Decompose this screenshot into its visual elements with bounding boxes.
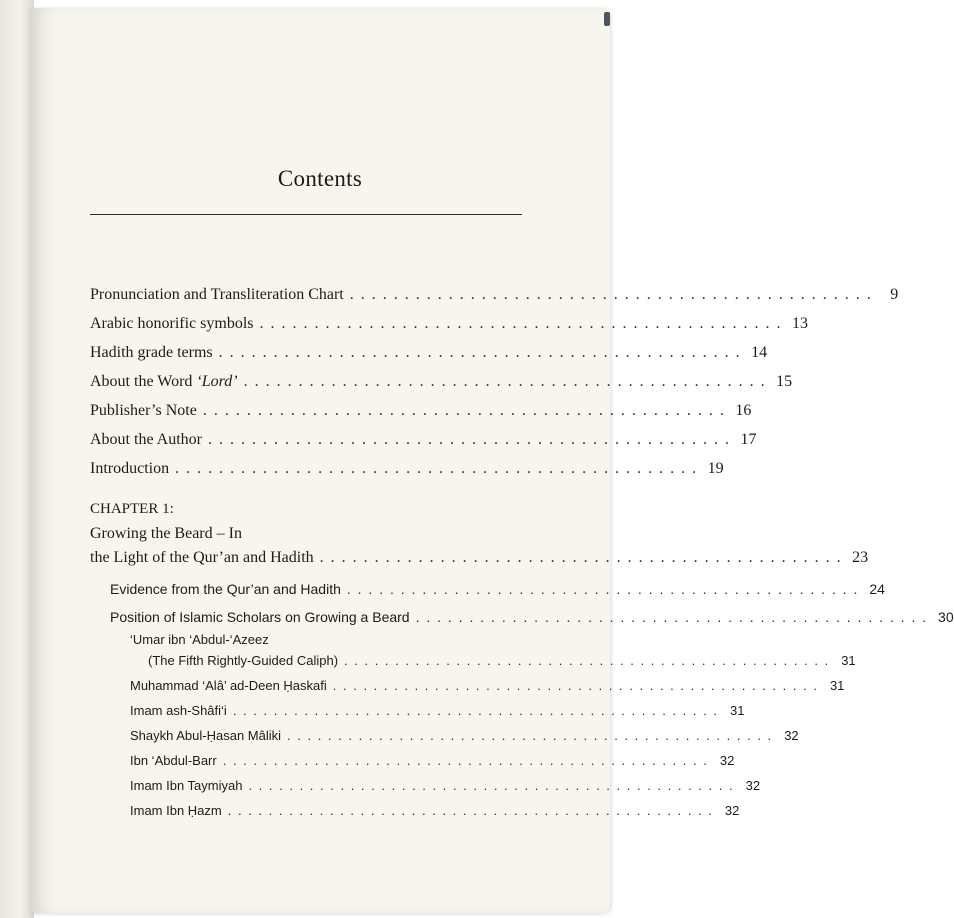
toc-entry <box>90 344 768 362</box>
toc-page-number: 9 <box>890 286 899 303</box>
toc-page-number: 15 <box>776 373 793 390</box>
toc-subsection <box>130 728 799 743</box>
toc-entry-label: Pronunciation and Transliteration Chart <box>90 286 344 303</box>
toc-entry-label-text: About the Word <box>90 373 197 390</box>
toc-page-number: 32 <box>784 728 799 743</box>
leader-dots: . . . . . . . . . . . . . . . . . . . . . . . . . . . . . . . . . . . . . . . . . . . . . . . . <box>332 678 819 693</box>
toc-subsection-label: Imam Ibn Taymiyah <box>130 778 243 793</box>
toc-entry <box>90 373 793 391</box>
toc-subsection <box>130 678 845 693</box>
toc-subsection-label: Shaykh Abul-Ḥasan Mâliki <box>130 728 282 743</box>
toc-entry-label <box>90 373 238 391</box>
toc-entry <box>90 460 724 478</box>
title-rule <box>90 214 522 215</box>
chapter-title-line2: the Light of the Qur’an and Hadith <box>90 549 314 566</box>
toc-page-number: 13 <box>792 315 809 332</box>
toc-page-number: 24 <box>869 581 885 597</box>
toc-page-number: 31 <box>729 703 745 718</box>
toc-section <box>110 609 954 625</box>
toc-subsection-label: Muhammad ‘Alâ’ ad-Deen Ḥaskafi <box>130 678 327 693</box>
toc-entry-label-quote: ‘ <box>196 373 202 390</box>
toc-section-label: Evidence from the Qur’an and Hadith <box>110 581 341 597</box>
toc-entry-label: Arabic honorific symbols <box>90 315 254 332</box>
toc-entry-chapter <box>90 549 869 567</box>
toc-subsection-first-line: ‘Umar ibn ‘Abdul-‘Azeez <box>130 632 269 647</box>
toc-page-number: 31 <box>841 653 856 668</box>
toc-entry <box>90 402 752 420</box>
leader-dots: . . . . . . . . . . . . . . . . . . . . . . . . . . . . . . . . . . . . . . . . . . . . . . . . <box>222 753 709 768</box>
page-title: Contents <box>277 166 363 191</box>
toc-entry-label: Hadith grade terms <box>90 344 213 361</box>
toc-subsection <box>148 653 856 668</box>
leader-dots: . . . . . . . . . . . . . . . . . . . . . . . . . . . . . . . . . . . . . . . . . . . . . . . . <box>259 315 783 332</box>
toc-page-number: 23 <box>852 549 869 566</box>
toc-entry <box>90 431 757 449</box>
toc-subsection <box>130 703 745 718</box>
toc-page-number: 17 <box>740 431 757 448</box>
chapter-title-line1: Growing the Beard – In <box>90 525 242 542</box>
toc-entry-label-emphasis: Lord <box>201 373 233 390</box>
toc-page-number: 16 <box>735 402 752 419</box>
toc-page-number: 32 <box>719 753 735 768</box>
leader-dots: . . . . . . . . . . . . . . . . . . . . . . . . . . . . . . . . . . . . . . . . . . . . . . . . <box>349 286 873 303</box>
leader-dots: . . . . . . . . . . . . . . . . . . . . . . . . . . . . . . . . . . . . . . . . . . . . . . . . <box>175 460 698 477</box>
toc-subsection-label: Ibn ‘Abdul-Barr <box>130 753 217 768</box>
leader-dots: . . . . . . . . . . . . . . . . . . . . . . . . . . . . . . . . . . . . . . . . . . . . . . . . <box>346 581 859 597</box>
toc-subsection-label: (The Fifth Rightly-Guided Caliph) <box>148 653 339 668</box>
toc-section <box>110 581 885 597</box>
toc-subsection <box>130 803 740 818</box>
toc-page-number: 19 <box>707 460 724 477</box>
toc-page-number: 30 <box>938 609 954 625</box>
toc-entry-label: About the Author <box>90 431 202 448</box>
leader-dots: . . . . . . . . . . . . . . . . . . . . . . . . . . . . . . . . . . . . . . . . . . . . . . . . <box>248 778 735 793</box>
toc-subsection-label: Imam ash-Shâfi‘i <box>130 703 227 718</box>
toc-page-number: 32 <box>724 803 740 818</box>
toc-entry <box>90 315 809 333</box>
leader-dots: . . . . . . . . . . . . . . . . . . . . . . . . . . . . . . . . . . . . . . . . . . . . . . . . <box>287 728 773 743</box>
toc-page-number: 32 <box>745 778 761 793</box>
toc-section-label: Position of Islamic Scholars on Growing a Beard <box>110 609 410 625</box>
toc-entry-label: Publisher’s Note <box>90 402 197 419</box>
leader-dots: . . . . . . . . . . . . . . . . . . . . . . . . . . . . . . . . . . . . . . . . . . . . . . . . <box>227 803 714 818</box>
chapter-heading: CHAPTER 1: <box>90 501 174 517</box>
leader-dots: . . . . . . . . . . . . . . . . . . . . . . . . . . . . . . . . . . . . . . . . . . . . . . . . <box>344 653 830 668</box>
leader-dots: . . . . . . . . . . . . . . . . . . . . . . . . . . . . . . . . . . . . . . . . . . . . . . . . <box>202 402 726 419</box>
leader-dots: . . . . . . . . . . . . . . . . . . . . . . . . . . . . . . . . . . . . . . . . . . . . . . . . <box>243 373 767 390</box>
leader-dots: . . . . . . . . . . . . . . . . . . . . . . . . . . . . . . . . . . . . . . . . . . . . . . . . <box>415 609 928 625</box>
leader-dots: . . . . . . . . . . . . . . . . . . . . . . . . . . . . . . . . . . . . . . . . . . . . . . . . <box>208 431 731 448</box>
leader-dots: . . . . . . . . . . . . . . . . . . . . . . . . . . . . . . . . . . . . . . . . . . . . . . . . <box>232 703 719 718</box>
toc-subsection <box>130 778 761 793</box>
previous-page-edge <box>0 0 34 918</box>
toc-subsection <box>130 753 735 768</box>
toc-entry-label-quote-end: ’ <box>232 373 238 390</box>
page-tab-marker <box>604 12 610 26</box>
leader-dots: . . . . . . . . . . . . . . . . . . . . . . . . . . . . . . . . . . . . . . . . . . . . . . . . <box>319 549 843 566</box>
toc-page-number: 31 <box>829 678 845 693</box>
toc-entry <box>90 286 899 304</box>
leader-dots: . . . . . . . . . . . . . . . . . . . . . . . . . . . . . . . . . . . . . . . . . . . . . . . . <box>218 344 742 361</box>
toc-page-number: 14 <box>751 344 768 361</box>
toc-subsection-label: Imam Ibn Ḥazm <box>130 803 222 818</box>
toc-entry-label: Introduction <box>90 460 170 477</box>
